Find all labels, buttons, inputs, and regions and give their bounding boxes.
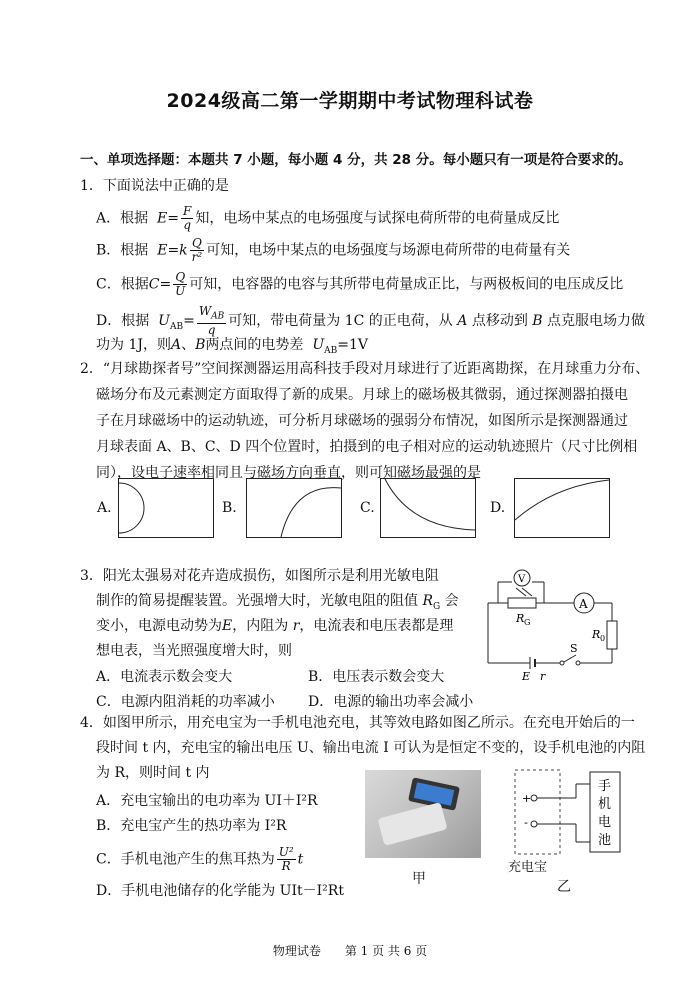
q2-track-c	[380, 478, 476, 538]
svg-text:-: -	[524, 816, 528, 829]
q2-track-d	[514, 478, 610, 538]
q2-line2: 磁场分布及元素测定方面取得了新的成果。月球上的磁场极其微弱，通过探测器拍摄电	[96, 387, 628, 403]
svg-text:R: R	[516, 612, 525, 625]
q3-line3: 变小，电源电动势为E，内阻为 r，电流表和电压表都是理	[96, 618, 454, 634]
q1-option-c: C．根据C= $\frac{Q}{U}$ 可知，电容器的电容与其所带电荷量成正比，与两极板间的电压成反比	[96, 270, 624, 298]
q2-line3: 子在月球磁场中的运动轨迹，可分析月球磁场的强弱分布情况，如图所示是探测器通过	[96, 413, 628, 429]
power-bank-photo	[365, 770, 481, 858]
svg-text:电: 电	[598, 815, 612, 830]
q3-circuit	[478, 566, 628, 686]
section-heading: 一、单项选择题：本题共 7 小题，每小题 4 分，共 28 分。每小题只有一项是符合要求的。	[80, 152, 632, 168]
svg-text:+: +	[522, 792, 532, 805]
q4-option-a: A．充电宝输出的电功率为 UI＋I²R	[96, 793, 318, 809]
svg-text:手: 手	[598, 779, 612, 794]
q2-option-d-label: D.	[490, 500, 506, 516]
fig-yi-label: 乙	[557, 879, 571, 895]
svg-text:R: R	[592, 628, 601, 641]
q1-option-a: A．根据 E= $\frac{F}{q}$ 知，电场中某点的电场强度与试探电荷所带的电荷量成反比	[96, 204, 560, 232]
q4-option-b: B．充电宝产生的热功率为 I²R	[96, 818, 287, 834]
q2-track-b	[246, 478, 342, 538]
svg-text:机: 机	[598, 797, 612, 812]
q4-option-c: C．手机电池产生的焦耳热为 $\frac{\text{U²}}{R}$ t	[96, 845, 304, 873]
q2-option-a-label: A.	[97, 500, 112, 516]
svg-text:0: 0	[600, 634, 606, 643]
q4-line2: 段时间 t 内，充电宝的输出电压 U、输出电流 I 可认为是恒定不变的，设手机电池的内阻	[96, 740, 646, 756]
q2-line5: 同），设电子速率相同且与磁场方向垂直，则可知磁场最强的是	[96, 465, 481, 481]
svg-text:E: E	[522, 670, 531, 683]
q4-option-d: D．手机电池储存的化学能为 UIt－I²Rt	[96, 883, 344, 899]
q3-option-d: D．电源的输出功率会减小	[308, 694, 474, 710]
q2-option-c-label: C.	[360, 500, 375, 516]
q4-circuit	[510, 768, 630, 858]
q2-line1: 2．“月球勘探者号”空间探测器运用高科技手段对月球进行了近距离勘探，在月球重力分布、	[80, 361, 650, 377]
q3-option-a: A．电流表示数会变大	[96, 669, 233, 685]
svg-text:r: r	[540, 670, 546, 683]
svg-text:S: S	[570, 642, 578, 655]
q3-option-c: C．电源内阻消耗的功率减小	[96, 694, 275, 710]
power-bank-label: 充电宝	[508, 860, 548, 875]
svg-text:V: V	[518, 574, 526, 585]
q2-track-a	[118, 478, 214, 538]
q1-option-d-line1: D．根据 $U_{AB}=$ $\frac{W_{AB}}{q}$ 可知，带电荷量为 1C 的正电荷，从 A 点移动到 B 点克服电场力做	[96, 304, 646, 338]
q3-line4: 想电表，当光照强度增大时，则	[96, 643, 292, 659]
q1-option-b: B．根据 E=k $\frac{Q}{\text{r²}}$ 可知，电场中某点的电场强度与场源电荷所带的电荷量有关	[96, 236, 571, 264]
q2-option-b-label: B.	[222, 500, 237, 516]
q4-line3: 为 R，则时间 t 内	[96, 765, 210, 781]
switch	[564, 655, 576, 662]
svg-text:池: 池	[598, 833, 612, 848]
resistor-r0	[607, 621, 617, 649]
fig-jia-label: 甲	[412, 871, 426, 887]
svg-text:G: G	[524, 618, 531, 627]
q2-line4: 月球表面 A、B、C、D 四个位置时，拍摄到的电子相对应的运动轨迹照片（尺寸比例相	[96, 439, 638, 455]
page-title: 2024级高二第一学期期中考试物理科试卷	[166, 90, 534, 112]
q3-line1: 3．阳光太强易对花卉造成损伤，如图所示是利用光敏电阻	[80, 568, 439, 584]
photoresistor	[508, 598, 536, 608]
q4-line1: 4．如图甲所示，用充电宝为一手机电池充电，其等效电路如图乙所示。在充电开始后的一	[80, 715, 635, 731]
q1-option-d-line2: 功为 1J，则A、B两点间的电势差 $U_{AB}=1V$	[96, 337, 368, 356]
q3-line2: 制作的简易提醒装置。光强增大时，光敏电阻的阻值 $R_G$ 会	[96, 593, 459, 612]
q3-option-b: B．电压表示数会变大	[308, 669, 445, 685]
q1-stem: 1．下面说法中正确的是	[80, 178, 229, 194]
page-footer: 物理试卷 第 1 页 共 6 页	[272, 944, 428, 958]
svg-text:A: A	[579, 597, 588, 611]
